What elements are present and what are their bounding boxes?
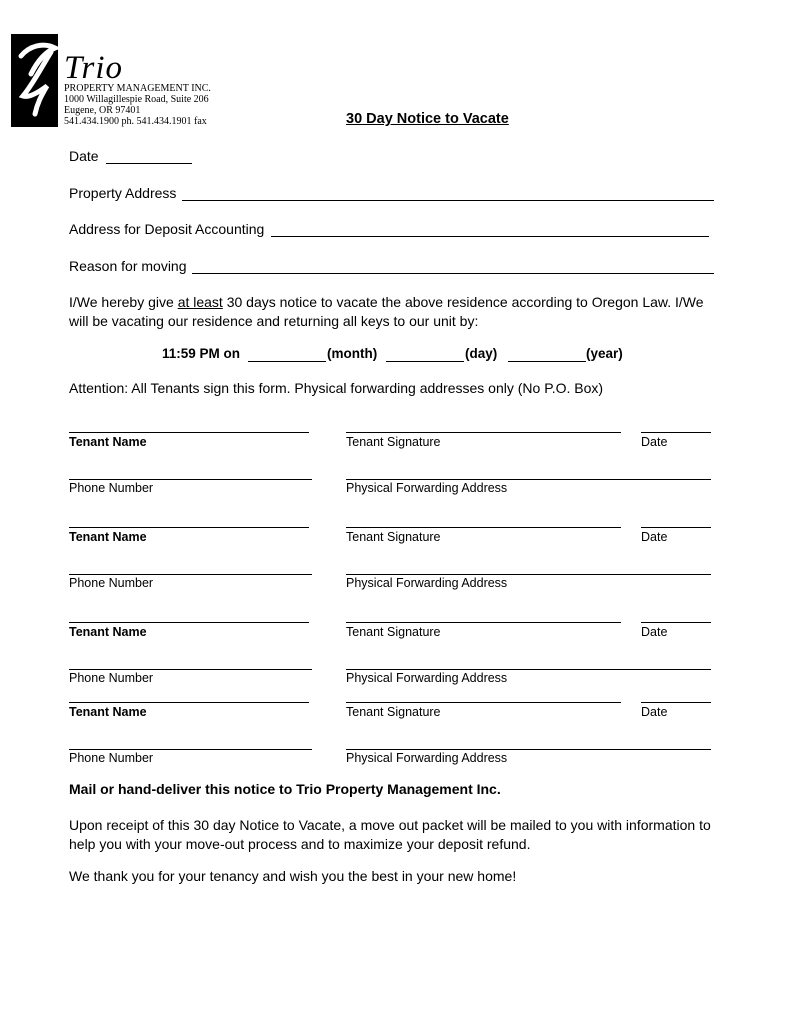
tenant-signature-line[interactable] [346,702,621,703]
property-address-field-line[interactable] [182,200,714,201]
tenant-name-line[interactable] [69,622,309,623]
logo-wordmark: Trio [64,50,124,86]
tenant-name-line[interactable] [69,432,309,433]
tenant-date-line[interactable] [641,432,711,433]
phone-number-label: Phone Number [69,576,154,590]
phone-number-label: Phone Number [69,481,154,495]
tenant-date-label: Date [641,530,668,544]
property-address-label: Property Address [69,185,177,201]
company-name: PROPERTY MANAGEMENT INC. [64,83,211,94]
tenant-signature-label: Tenant Signature [346,435,441,449]
forwarding-address-label: Physical Forwarding Address [346,671,508,685]
tenant-date-line[interactable] [641,702,711,703]
date-label: Date [69,148,99,164]
tenant-signature-line[interactable] [346,527,621,528]
tenant-name-line[interactable] [69,702,309,703]
forwarding-address-line[interactable] [346,574,711,575]
tenant-signature-label: Tenant Signature [346,625,441,639]
notice-text-before: I/We hereby give [69,294,178,310]
tenant-signature-line[interactable] [346,622,621,623]
receipt-note: Upon receipt of this 30 day Notice to Vacate, a move out packet will be mailed to you with information to help you with your move-out process and to maximize your deposit refund. [69,817,711,852]
notice-paragraph [69,293,721,331]
company-address-line1: 1000 Willagillespie Road, Suite 206 [64,94,209,105]
date-field-line[interactable] [106,163,192,164]
vacate-month-label: (month) [327,346,378,361]
phone-number-line[interactable] [69,749,312,750]
tenant-name-label: Tenant Name [69,625,147,639]
logo-swoosh-icon [11,34,58,127]
phone-number-line[interactable] [69,479,312,480]
tenant-signature-line[interactable] [346,432,621,433]
vacate-month-line[interactable] [248,361,326,362]
phone-number-label: Phone Number [69,751,154,765]
vacate-year-label: (year) [586,346,623,361]
tenant-date-label: Date [641,435,668,449]
notice-emphasis: at least [177,294,223,310]
reason-label: Reason for moving [69,258,187,274]
mail-instruction: Mail or hand-deliver this notice to Trio Property Management Inc. [69,781,501,797]
forwarding-address-line[interactable] [346,669,711,670]
attention-note: Attention: All Tenants sign this form. Physical forwarding addresses only (No P.O. Box) [69,380,604,396]
vacate-year-line[interactable] [508,361,586,362]
company-phone-fax: 541.434.1900 ph. 541.434.1901 fax [64,116,207,127]
tenant-name-label: Tenant Name [69,435,147,449]
phone-number-label: Phone Number [69,671,154,685]
forwarding-address-line[interactable] [346,479,711,480]
vacate-time: 11:59 PM on [162,346,241,361]
deposit-accounting-field-line[interactable] [271,236,709,237]
reason-field-line[interactable] [192,273,714,274]
phone-number-line[interactable] [69,574,312,575]
phone-number-line[interactable] [69,669,312,670]
company-address-line2: Eugene, OR 97401 [64,105,141,116]
tenant-signature-label: Tenant Signature [346,705,441,719]
vacate-day-line[interactable] [386,361,464,362]
forwarding-address-label: Physical Forwarding Address [346,576,508,590]
forwarding-address-line[interactable] [346,749,711,750]
document-title: 30 Day Notice to Vacate [346,111,509,127]
notice-text-after: 30 days notice to vacate the above residence according to Oregon Law. I/We will be vacating our residence and returning all keys to our unit by: [69,294,704,329]
tenant-date-label: Date [641,625,668,639]
thanks-note: We thank you for your tenancy and wish you the best in your new home! [69,868,517,884]
deposit-accounting-label: Address for Deposit Accounting [69,221,265,237]
forwarding-address-label: Physical Forwarding Address [346,481,508,495]
tenant-name-line[interactable] [69,527,309,528]
tenant-signature-label: Tenant Signature [346,530,441,544]
tenant-date-line[interactable] [641,622,711,623]
tenant-name-label: Tenant Name [69,705,147,719]
tenant-date-line[interactable] [641,527,711,528]
logo-mark [11,34,58,127]
tenant-date-label: Date [641,705,668,719]
vacate-day-label: (day) [465,346,498,361]
forwarding-address-label: Physical Forwarding Address [346,751,508,765]
tenant-name-label: Tenant Name [69,530,147,544]
